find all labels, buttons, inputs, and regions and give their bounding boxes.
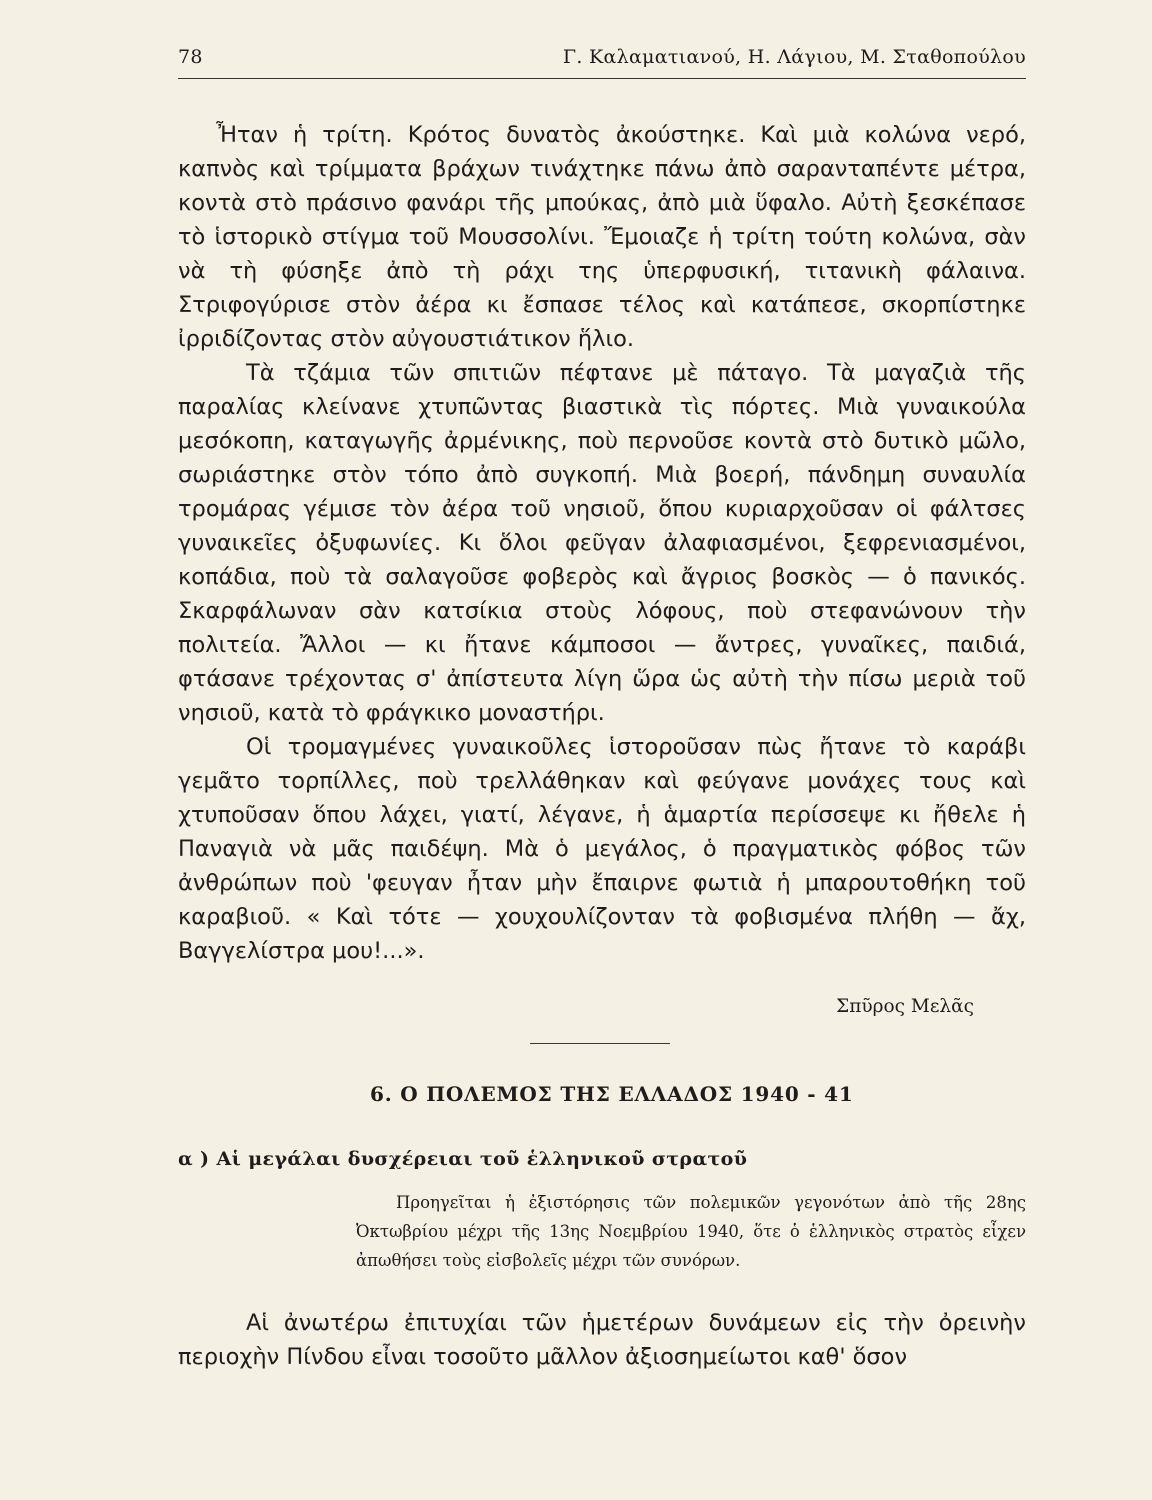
paragraph: Οἱ τρομαγμένες γυναικοῦλες ἱστοροῦσαν πὼς ἤτανε τὸ καράβι γεμᾶτο τορπίλλες, ποὺ τρελλάθηκαν καὶ φεύγανε μονάχες τους καὶ χτυποῦσαν ὅπου λάχει, γιατί, λέγανε, ἡ ἁμαρτία περίσσεψε κι ἤθελε ἡ Παναγιὰ νὰ μᾶς παιδέψη. Μὰ ὁ μεγάλος, ὁ πραγματικὸς φόβος τῶν ἀνθρώπων ποὺ 'φευγαν ἦταν μὴν ἔπαιρνε φωτιὰ ἡ μπαρουτοθήκη τοῦ καραβιοῦ. « Καὶ τότε — χουχουλίζονταν τὰ φοβισμένα πλήθη — ἄχ, Βαγγελίστρα μου!...».: [178, 734, 1026, 964]
running-title: Γ. Καλαματιανού, Η. Λάγιου, Μ. Σταθοπούλου: [562, 46, 1026, 68]
subsection-heading: α ) Αἱ μεγάλαι δυσχέρειαι τοῦ ἑλληνικοῦ στρατοῦ: [178, 1148, 748, 1170]
page-header: [178, 44, 1026, 79]
section-summary: [356, 1188, 1026, 1275]
article-body: [178, 118, 1026, 968]
paragraph: Αἱ ἀνωτέρω ἐπιτυχίαι τῶν ἡμετέρων δυνάμεων εἰς τὴν ὀρεινὴν περιοχὴν Πίνδου εἶναι τοσοῦτο μᾶλλον ἀξιοσημείωτοι καθ' ὅσον: [178, 1310, 1026, 1370]
paragraph: Ἦταν ἡ τρίτη. Κρότος δυνατὸς ἀκούστηκε. Καὶ μιὰ κολώνα νερό, καπνὸς καὶ τρίμματα βράχων τινάχτηκε πάνω ἀπὸ σαρανταπέντε μέτρα, κοντὰ στὸ πράσινο φανάρι τῆς μπούκας, ἀπὸ μιὰ ὕφαλο. Αὐτὴ ξεσκέπασε τὸ ἱστορικὸ στίγμα τοῦ Μουσσολίνι. Ἔμοιαζε ἡ τρίτη τούτη κολώνα, σὰν νὰ τὴ φύσηξε ἀπὸ τὴ ράχι της ὑπερφυσική, τιτανικὴ φάλαινα. Στριφογύρισε στὸν ἀέρα κι ἔσπασε τέλος καὶ κατάπεσε, σκορπίστηκε ἰρριδίζοντας στὸν αὐγουστιάτικον ἥλιο.: [178, 122, 1026, 352]
paragraph: Τὰ τζάμια τῶν σπιτιῶν πέφτανε μὲ πάταγο. Τὰ μαγαζιὰ τῆς παραλίας κλείνανε χτυπῶντας βιαστικὰ τὶς πόρτες. Μιὰ γυναικούλα μεσόκοπη, καταγωγῆς ἀρμένικης, ποὺ περνοῦσε κοντὰ στὸ δυτικὸ μῶλο, σωριάστηκε στὸν τόπο ἀπὸ συγκοπή. Μιὰ βοερή, πάνδημη συναυλία τρομάρας γέμισε τὸν ἀέρα τοῦ νησιοῦ, ὅπου κυριαρχοῦσαν οἱ φάλτσες γυναικεῖες ὀξυφωνίες. Κι ὅλοι φεῦγαν ἀλαφιασμένοι, ξεφρενιασμένοι, κοπάδια, ποὺ τὰ σαλαγοῦσε φοβερὸς καὶ ἄγριος βοσκὸς — ὁ πανικός. Σκαρφάλωναν σὰν κατσίκια στοὺς λόφους, ποὺ στεφανώνουν τὴν πολιτεία. Ἄλλοι — κι ἤτανε κάμποσοι — ἄντρες, γυναῖκες, παιδιά, φτάσανε τρέχοντας σ' ἀπίστευτα λίγη ὥρα ὡς αὐτὴ τὴν πίσω μεριὰ τοῦ νησιοῦ, κατὰ τὸ φράγκικο μοναστήρι.: [178, 360, 1026, 726]
author-signature: Σπῦρος Μελᾶς: [836, 996, 974, 1017]
section-body: [178, 1306, 1026, 1374]
summary-text: Προηγεῖται ἡ ἐξιστόρησις τῶν πολεμικῶν γεγονότων ἀπὸ τῆς 28ης Ὀκτωβρίου μέχρι τῆς 13ης Νοεμβρίου 1940, ὅτε ὁ ἑλληνικὸς στρατὸς εἶχεν ἀπωθήσει τοὺς εἰσβολεῖς μέχρι τῶν συνόρων.: [356, 1193, 1026, 1270]
section-heading: 6. Ο ΠΟΛΕΜΟΣ ΤΗΣ ΕΛΛΑΔΟΣ 1940 - 41: [370, 1082, 854, 1106]
page-number: 78: [178, 46, 203, 68]
section-divider: [530, 1043, 670, 1044]
